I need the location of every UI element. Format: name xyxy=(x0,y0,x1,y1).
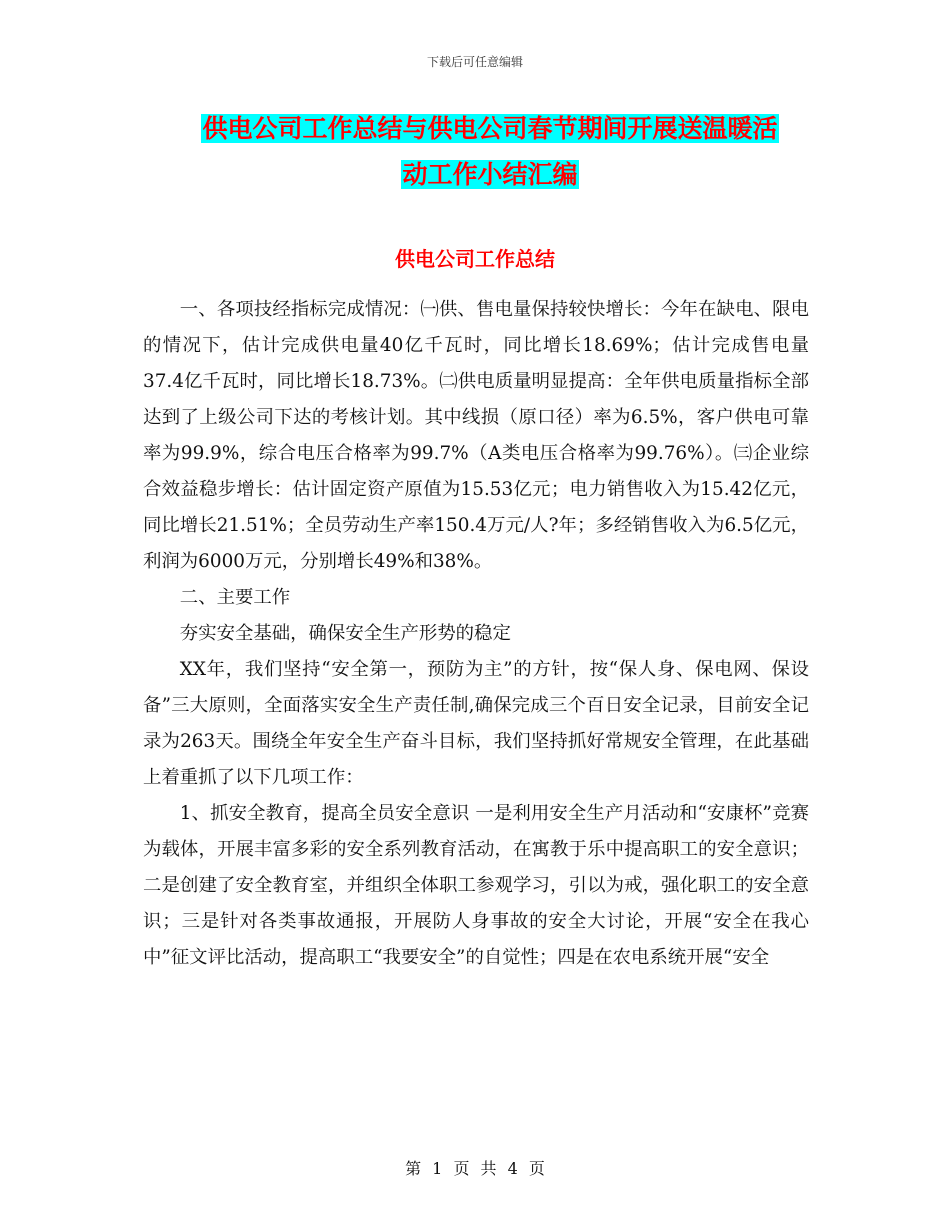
section-heading: 供电公司工作总结 xyxy=(395,247,555,271)
paragraph-main-work-heading: 二、主要工作 xyxy=(179,587,291,608)
paragraph-safety-heading: 夯实安全基础，确保安全生产形势的稳定 xyxy=(179,623,511,644)
title-highlight: 动工作小结汇编 xyxy=(402,160,578,189)
page-header-note: 下载后可任意编辑 xyxy=(426,55,523,69)
paragraph-safety-education: 1、抓安全教育，提高全员安全意识 一是利用安全生产月活动和“安康杯”竞赛为载体，开展丰富多彩的安全系列教育活动，在寓教于乐中提高职工的安全意识；二是创建了安全教育室，并组织全体职工参观学习，引以为戒，强化职工的安全意识；三是针对各类事故通报，开展防人身事故的安全大讨论，开展“安全在我心中”征文评比活动，提高职工“我要安全”的自觉性；四是在农电系统开展“安全 xyxy=(143,803,809,968)
document-title-line-1 xyxy=(140,103,840,155)
title-highlight: 供电公司工作总结与供电公司春节期间开展送温暖活 xyxy=(202,114,778,143)
document-title-line-2 xyxy=(140,149,840,201)
page-number-footer: 第 1 页 共 4 页 xyxy=(405,1159,545,1178)
document-body xyxy=(143,292,809,976)
paragraph-indicators: 一、各项技经指标完成情况：㈠供、售电量保持较快增长：今年在缺电、限电的情况下，估计完成供电量40亿千瓦时，同比增长18.69%；估计完成售电量37.4亿千瓦时，同比增长18.73%。㈡供电质量明显提高：全年供电质量指标全部达到了上级公司下达的考核计划。其中线损（原口径）率为6.5%，客户供电可靠率为99.9%，综合电压合格率为99.7%（A类电压合格率为99.76%）。㈢企业综合效益稳步增长：估计固定资产原值为15.53亿元；电力销售收入为15.42亿元，同比增长21.51%；全员劳动生产率150.4万元/人?年；多经销售收入为6.5亿元，利润为6000万元，分别增长49%和38%。 xyxy=(143,299,809,572)
paragraph-safety-overview: XX年，我们坚持“安全第一，预防为主”的方针，按“保人身、保电网、保设备”三大原则，全面落实安全生产责任制,确保完成三个百日安全记录，目前安全记录为263天。围绕全年安全生产奋斗目标，我们坚持抓好常规安全管理，在此基础上着重抓了以下几项工作： xyxy=(143,659,809,788)
